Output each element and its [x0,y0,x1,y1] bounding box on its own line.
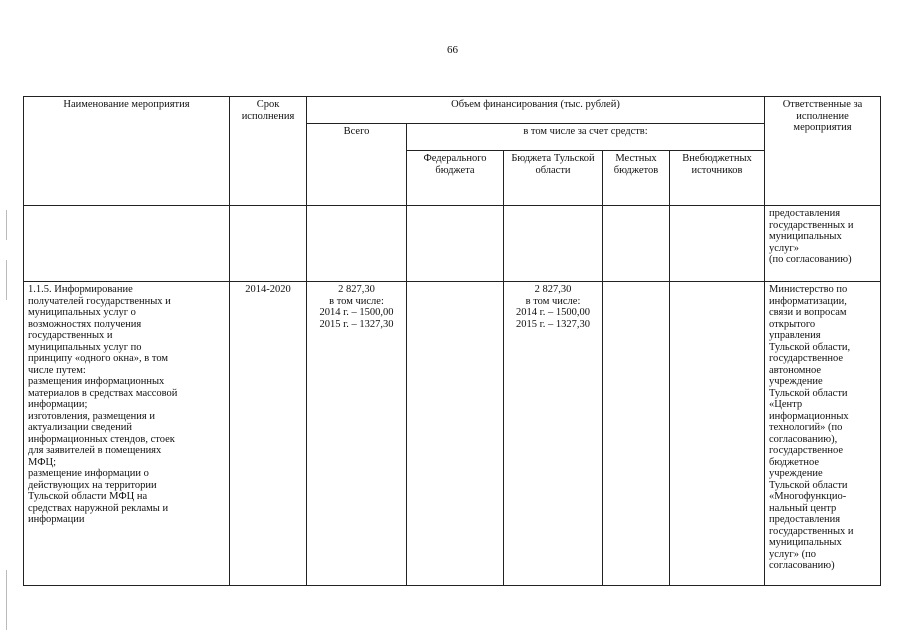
header-responsible: Ответственные за исполнение мероприятия [765,97,881,206]
federal-cell [407,282,504,586]
cont-term-cell [230,206,307,282]
text-line: согласованию) [769,560,835,571]
text-line: принципу «одного окна», в том [28,353,169,364]
text-line: государственное [769,445,844,456]
text-line: размещение информации о [28,468,149,479]
text-line: информации; [28,399,88,410]
text-line: связи и вопросам [769,307,847,318]
text-line: размещения информационных [28,376,165,387]
text-line: предоставления [769,514,841,525]
term-cell: 2014-2020 [230,282,307,586]
text-line: числе путем: [28,364,86,376]
text-line: автономное [769,364,822,376]
text-line: технологий» (по [769,422,843,433]
text-line: в том числе: [525,295,581,307]
text-line: (по согласованию) [769,254,852,265]
cont-local-cell [603,206,670,282]
text-line: согласованию), [769,433,838,445]
text-line: действующих на территории [28,479,157,491]
text-line: муниципальных услуг по [28,341,142,353]
header-tula: Бюджета Тульской области [504,151,603,206]
text-line: бюджетное [769,456,820,468]
margin-mark [6,260,7,300]
text-line: муниципальных услуг о [28,307,136,318]
text-line: 2014 г. – 1500,00 [319,307,394,318]
text-line: муниципальных [769,231,842,242]
text-line: Министерство по [769,284,848,295]
text-line: 2014 г. – 1500,00 [516,307,590,318]
text-line: «Центр [769,399,803,410]
text-line: изготовления, размещения и [28,410,155,422]
page-number: 66 [447,44,458,56]
text-line: материалов в средствах массовой [28,387,178,399]
measure-name-cell [24,282,230,586]
text-line: 2 827,30 [534,284,572,295]
text-line: 2015 г. – 1327,30 [319,318,394,330]
margin-mark [6,210,7,240]
cont-responsible-cell [765,206,881,282]
text-line: для заявителей в помещениях [28,445,162,456]
text-line: открытого [769,318,816,330]
text-line: учреждение [769,376,823,387]
header-federal: Федерального бюджета [407,151,504,206]
text-line: 2015 г. – 1327,30 [516,318,590,330]
total-cell [307,282,407,586]
text-line: возможностях получения [28,318,142,330]
funding-table [23,96,881,586]
table-row [24,282,881,586]
text-line: в том числе: [329,295,384,307]
cont-total-cell [307,206,407,282]
header-including: в том числе за счет средств: [407,124,765,151]
text-line: услуг» [769,242,799,254]
continuation-row [24,206,881,282]
header-total: Всего [307,124,407,206]
text-line: государственных и [769,525,854,537]
header-extra: Внебюджетных источников [670,151,765,206]
text-line: государственных и [769,219,854,231]
text-line: Тульской области МФЦ на [28,491,148,502]
text-line: получателей государственных и [28,295,171,307]
header-name: Наименование мероприятия [24,97,230,206]
text-line: МФЦ; [28,456,56,468]
header-funding: Объем финансирования (тыс. рублей) [307,97,765,124]
text-line: 2 827,30 [338,284,375,295]
text-line: учреждение [769,468,823,479]
text-line: 1.1.5. Информирование [28,284,133,295]
text-line: актуализации сведений [28,422,133,433]
text-line: средствах наружной рекламы и [28,502,169,514]
responsible-cell [765,282,881,586]
cont-name-cell [24,206,230,282]
tula-cell [504,282,603,586]
text-line: Тульской области, [769,341,851,353]
text-line: информации [28,514,85,525]
text-line: услуг» (по [769,548,816,560]
text-line: «Многофункцио- [769,491,847,502]
text-line: муниципальных [769,537,842,548]
text-line: информационных стендов, стоек [28,433,175,445]
cont-extra-cell [670,206,765,282]
text-line: предоставления [769,208,841,219]
text-line: государственное [769,353,844,364]
local-cell [603,282,670,586]
cont-federal-cell [407,206,504,282]
cont-tula-cell [504,206,603,282]
text-line: Тульской области [769,387,848,399]
text-line: информационных [769,410,849,422]
header-local: Местных бюджетов [603,151,670,206]
text-line: управления [769,330,821,341]
extra-cell [670,282,765,586]
text-line: информатизации, [769,295,847,307]
text-line: Тульской области [769,479,848,491]
header-term: Срок исполнения [230,97,307,206]
margin-mark [6,570,7,630]
text-line: нальный центр [769,502,837,514]
text-line: государственных и [28,330,113,341]
